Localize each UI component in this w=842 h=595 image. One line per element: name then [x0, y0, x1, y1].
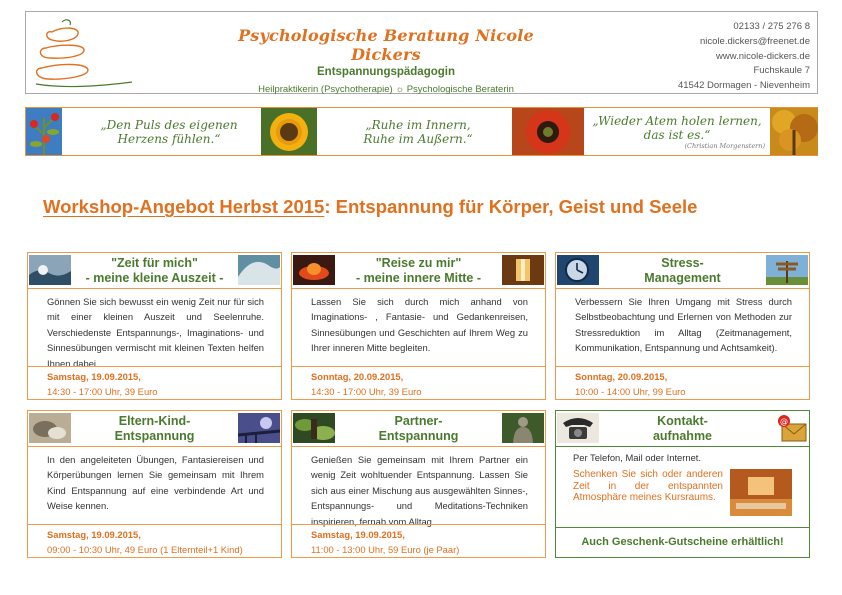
- card-time-price: 14:30 - 17:00 Uhr, 39 Euro: [47, 386, 158, 397]
- letterhead: [25, 11, 818, 94]
- quote-banner: [25, 107, 818, 156]
- card-title-line: Entspannung: [114, 429, 195, 443]
- quote-line: das ist es.“: [643, 127, 711, 142]
- workshop-card-stress-management: [555, 252, 810, 400]
- course-room-photo: [730, 469, 792, 516]
- workshop-card-zeit-fuer-mich: [27, 252, 282, 400]
- city-address: 41542 Dormagen - Nievenheim: [677, 80, 810, 92]
- quote-inner-calm: [318, 108, 518, 155]
- poppy-photo: [512, 108, 584, 155]
- card-time-price: 14:30 - 17:00 Uhr, 39 Euro: [311, 386, 422, 397]
- workshop-card-eltern-kind: [27, 410, 282, 558]
- card-description: Gönnen Sie sich bewusst ein wenig Zeit nur für sich mit einer kleinen Auszeit und Seelenruhe. Verschiedenste Entspannungs-, Imaginations- und Sinnesübungen vermischt mit kleinen Texten helfen Ihnen dabei.: [47, 296, 264, 369]
- card-title-line: Stress-: [661, 256, 704, 270]
- red-berries-photo: [26, 108, 62, 155]
- card-date: Sonntag, 20.09.2015,: [575, 371, 668, 382]
- workshop-card-reise-zu-mir: [291, 252, 546, 400]
- brand-block: [216, 26, 556, 95]
- card-schedule: [556, 366, 809, 399]
- email-envelope-icon[interactable]: [776, 413, 808, 443]
- svg-text:@: @: [780, 417, 788, 426]
- quote-line: Ruhe im Außern.“: [363, 131, 473, 146]
- quote-author: (Christian Morgenstern): [684, 141, 765, 150]
- quote-line: „Den Puls des eigenen: [100, 117, 238, 132]
- autumn-tree-photo: [770, 108, 818, 155]
- signpost-photo: [766, 255, 808, 285]
- card-header: [556, 411, 809, 447]
- card-schedule: [292, 524, 545, 557]
- card-title-line: Partner-: [394, 414, 443, 428]
- street-address: Fuchskaule 7: [753, 65, 810, 77]
- card-header: [292, 411, 545, 447]
- card-title-line: Eltern-Kind-: [118, 414, 191, 428]
- card-time-price: 11:00 - 13:00 Uhr, 59 Euro (je Paar): [311, 544, 460, 555]
- card-description: Lassen Sie sich durch mich anhand von Imaginations- , Fantasie- und Gedankenreisen, Sinnesübungen und Geschichten auf Ihrem Weg zu Ihrer inneren Mitte begleiten.: [311, 296, 528, 354]
- card-header: [28, 253, 281, 289]
- quote-heartbeat: [63, 108, 275, 155]
- card-date: Samstag, 19.09.2015,: [47, 371, 141, 382]
- card-description: Genießen Sie gemeinsam mit Ihrem Partner ein wenig Zeit wohltuender Entspannung. Lassen Sie sich aus einer Mischung aus ausgewählten Sinnes-, Entspannungs- und Meditations-Techniken inspirieren, fernab vom Alltag.: [311, 454, 528, 527]
- practice-subtitle: Entspannungspädagogin: [317, 66, 455, 78]
- card-time-price: 09:00 - 10:30 Uhr, 49 Euro (1 Elternteil+1 Kind): [47, 544, 243, 555]
- card-title-line: "Reise zu mir": [375, 256, 462, 270]
- website-link[interactable]: www.nicole-dickers.de: [716, 50, 810, 62]
- card-title-line: Kontakt-: [657, 414, 708, 428]
- page-title: [43, 196, 697, 218]
- card-date: Samstag, 19.09.2015,: [311, 529, 405, 540]
- pier-photo: [238, 413, 280, 443]
- card-description: In den angeleiteten Übungen, Fantasiereisen und Körperübungen lernen Sie gemeinsam mit Ihrem Kind Entspannung auf eine verbindende Art und Weise kennen.: [47, 454, 264, 512]
- card-schedule: [28, 524, 281, 557]
- card-schedule: [292, 366, 545, 399]
- email-address[interactable]: nicole.dickers@freenet.de: [700, 35, 810, 47]
- stacked-stones-logo: [32, 18, 142, 90]
- card-title-line: - meine kleine Auszeit -: [85, 271, 224, 285]
- card-title-line: "Zeit für mich": [111, 256, 198, 270]
- gift-voucher-note: Auch Geschenk-Gutscheine erhältlich!: [556, 527, 809, 557]
- contact-methods: Per Telefon, Mail oder Internet.: [573, 452, 702, 463]
- contact-details: [678, 20, 810, 94]
- practice-name: Psychologische Beratung Nicole Dickers: [238, 26, 534, 64]
- card-time-price: 10:00 - 14:00 Uhr, 99 Euro: [575, 386, 686, 397]
- quote-line: „Wieder Atem holen lernen,: [592, 113, 762, 128]
- card-title: [556, 414, 809, 444]
- quote-breath: [585, 108, 769, 155]
- light-room-photo: [502, 255, 544, 285]
- quote-line: Herzens fühlen.“: [117, 131, 221, 146]
- card-header: [28, 411, 281, 447]
- card-date: Samstag, 19.09.2015,: [47, 529, 141, 540]
- card-header: [292, 253, 545, 289]
- buddha-statue-photo: [502, 413, 544, 443]
- card-title-line: - meine innere Mitte -: [355, 271, 482, 285]
- card-title-line: Management: [644, 271, 721, 285]
- card-title-line: aufnahme: [652, 429, 713, 443]
- workshop-card-partner: [291, 410, 546, 558]
- contact-invitation: Schenken Sie sich oder anderen Zeit in der entspannten Atmosphäre meines Kursraums.: [573, 469, 723, 503]
- wave-photo: [238, 255, 280, 285]
- page-title-highlight: Workshop-Angebot Herbst 2015: [43, 196, 325, 217]
- practice-qualifications: Heilpraktikerin (Psychotherapie) ☼ Psychologische Beraterin: [258, 84, 514, 95]
- quote-line: „Ruhe im Innern,: [365, 117, 471, 132]
- phone-number: 02133 / 275 276 8: [733, 21, 810, 32]
- card-header: [556, 253, 809, 289]
- card-schedule: [28, 366, 281, 399]
- card-description: Verbessern Sie Ihren Umgang mit Stress durch Selbstbeobachtung und Erlernen von Methoden zur Stressreduktion im Alltag (Zeitmanagement, Kommunikation, Entspannung und Achtsamkeit).: [575, 296, 792, 354]
- card-title-line: Entspannung: [378, 429, 459, 443]
- sunflower-photo: [261, 108, 317, 155]
- page-title-rest: : Entspannung für Körper, Geist und Seele: [324, 196, 698, 217]
- contact-card: [555, 410, 810, 558]
- card-date: Sonntag, 20.09.2015,: [311, 371, 404, 382]
